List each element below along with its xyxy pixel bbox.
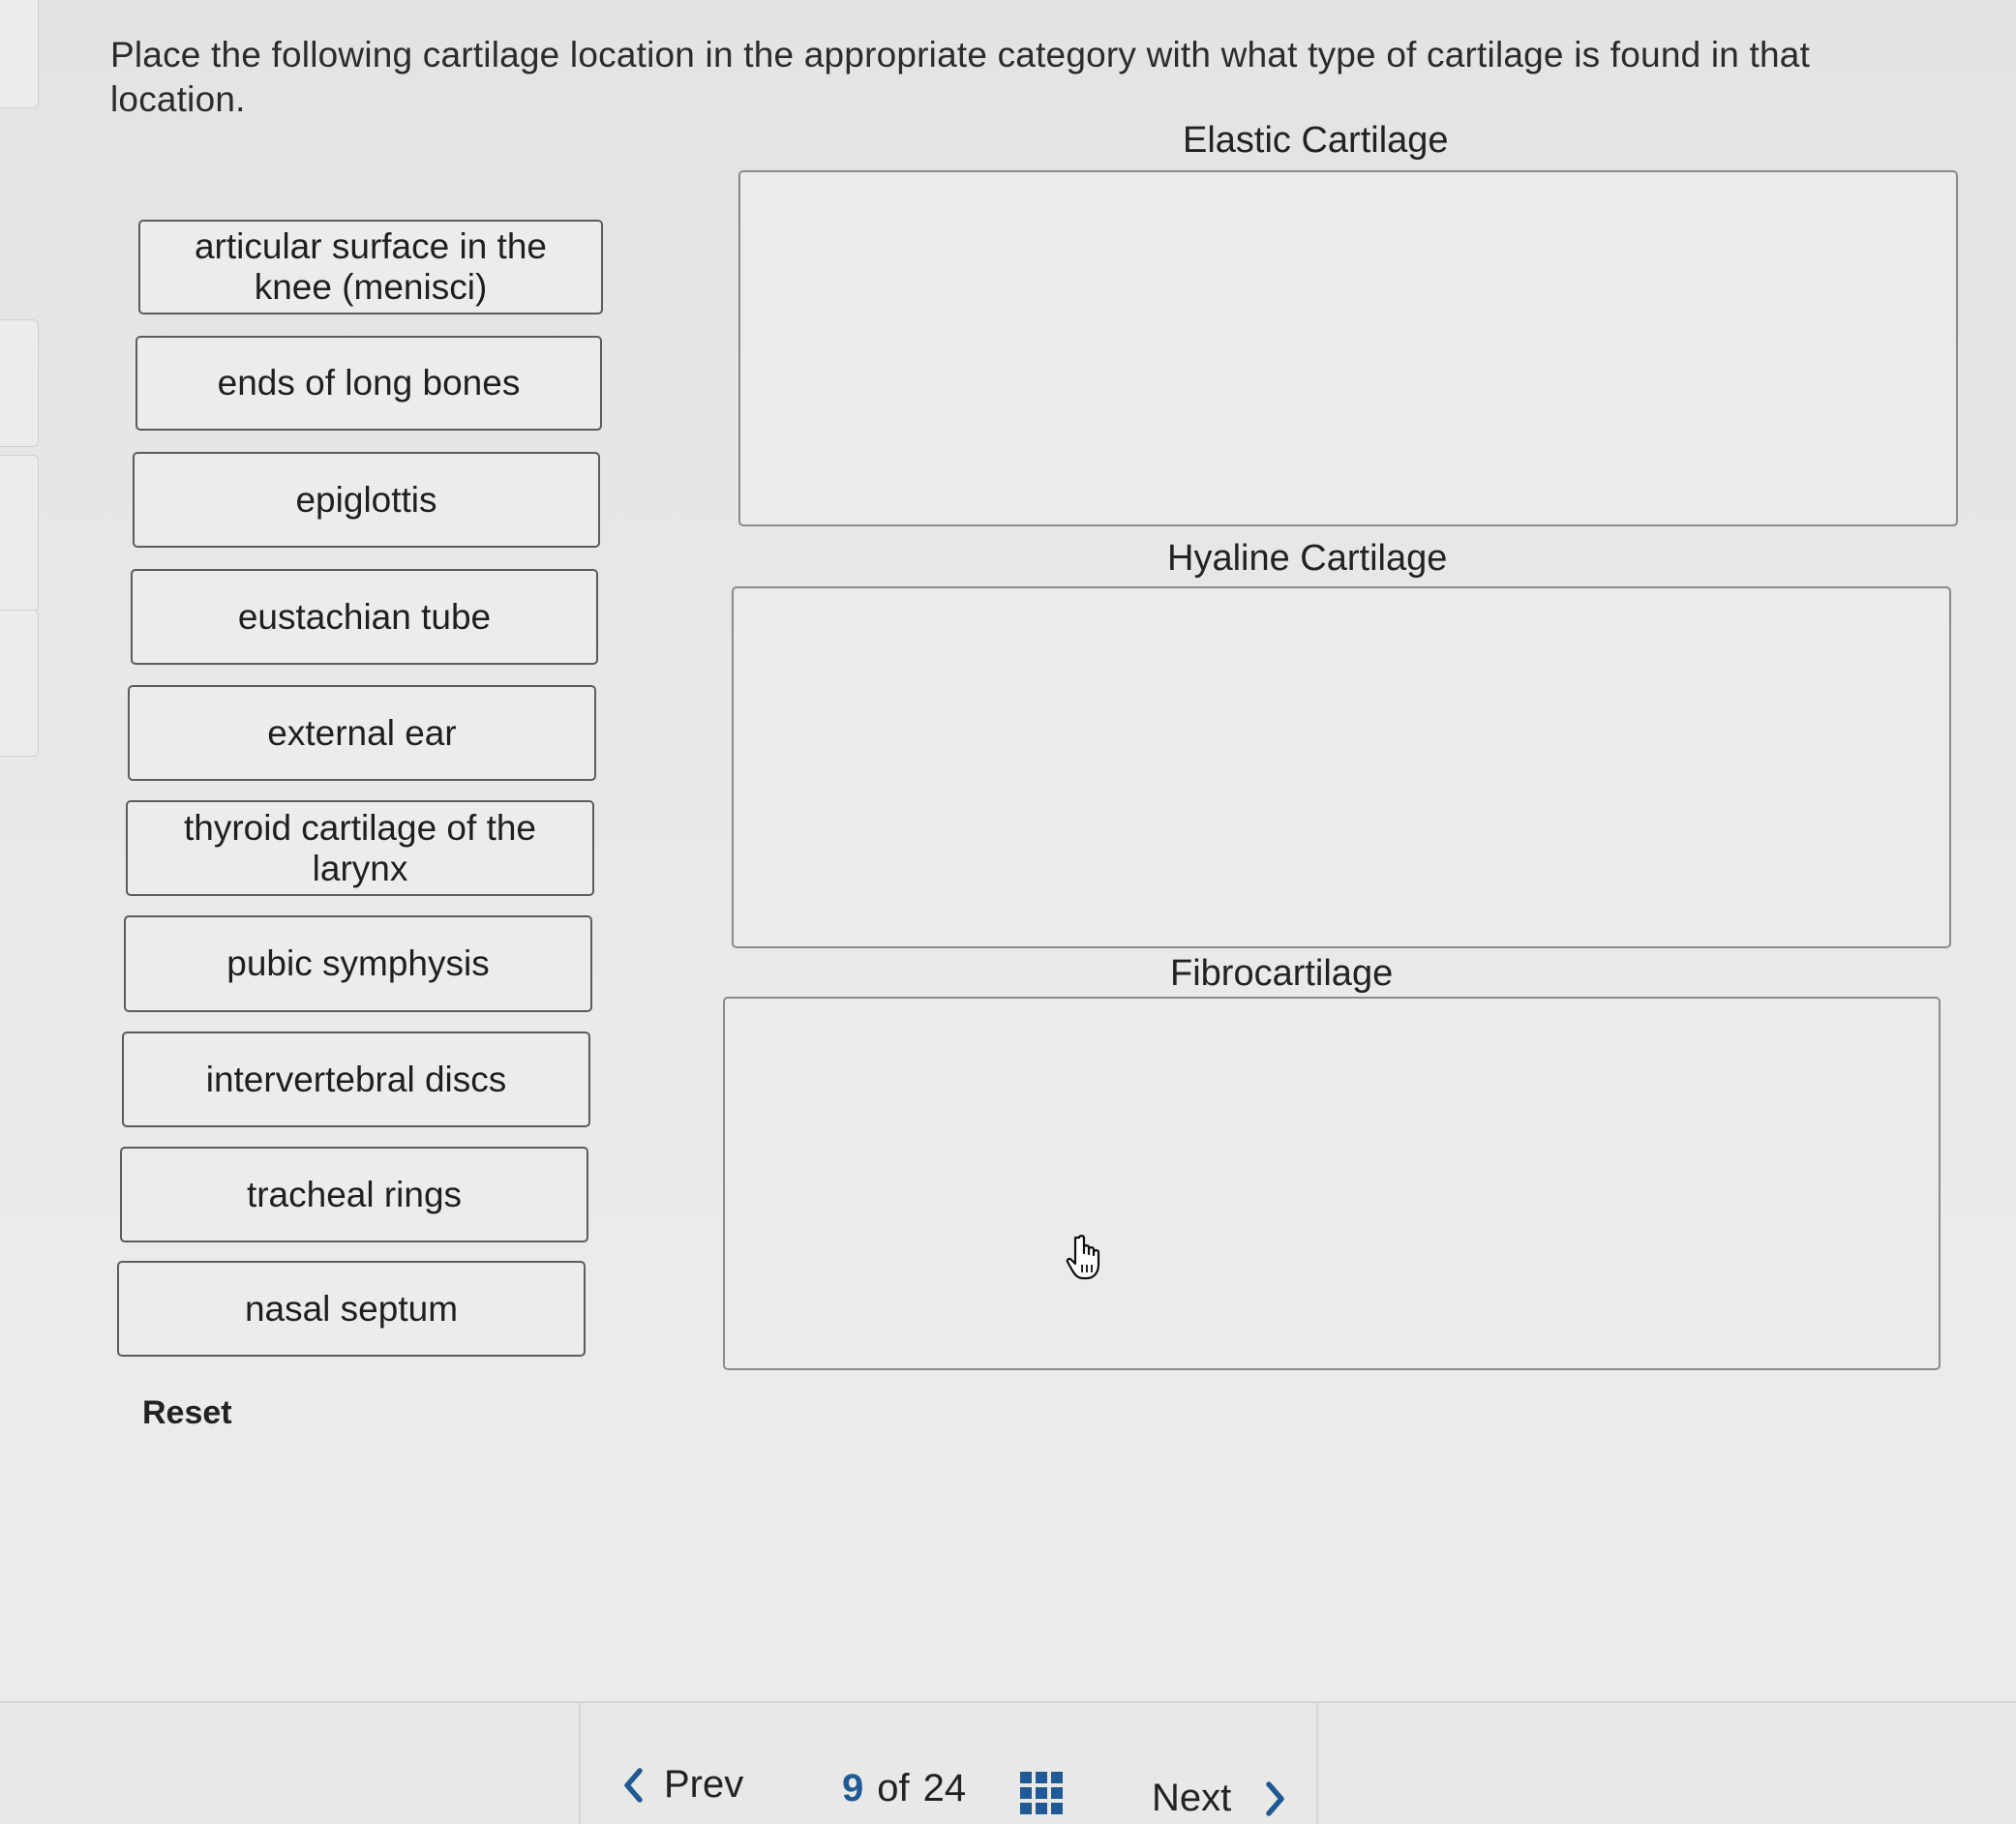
side-tab[interactable] bbox=[0, 610, 39, 757]
side-tab[interactable] bbox=[0, 319, 39, 447]
drag-item-intervertebral-discs[interactable]: intervertebral discs bbox=[122, 1032, 590, 1127]
drag-item-eustachian-tube[interactable]: eustachian tube bbox=[131, 569, 598, 665]
total-pages: 24 bbox=[922, 1767, 967, 1809]
drop-zone-elastic[interactable] bbox=[738, 170, 1958, 526]
question-instructions: Place the following cartilage location in the appropriate category with what type of cartilage is found in that location. bbox=[110, 35, 1811, 119]
drag-item-pubic-symphysis[interactable]: pubic symphysis bbox=[124, 915, 592, 1012]
next-label: Next bbox=[1152, 1777, 1232, 1819]
category-title-fibrocartilage: Fibrocartilage bbox=[1170, 953, 1394, 994]
drag-item-ends-of-long-bones[interactable]: ends of long bones bbox=[135, 336, 602, 431]
prev-button[interactable] bbox=[621, 1763, 743, 1807]
chevron-right-icon bbox=[1264, 1780, 1287, 1817]
page-indicator bbox=[842, 1767, 966, 1810]
drop-zone-hyaline[interactable] bbox=[732, 586, 1951, 948]
hand-cursor-icon bbox=[1066, 1234, 1108, 1282]
drag-item-thyroid-cartilage[interactable]: thyroid cartilage of the larynx bbox=[126, 800, 594, 896]
footer-nav-bar bbox=[0, 1701, 2016, 1824]
drag-item-tracheal-rings[interactable]: tracheal rings bbox=[120, 1147, 588, 1242]
drag-item-nasal-septum[interactable]: nasal septum bbox=[117, 1261, 586, 1357]
of-label: of bbox=[877, 1767, 910, 1809]
category-title-hyaline: Hyaline Cartilage bbox=[1167, 538, 1448, 579]
prev-label: Prev bbox=[664, 1763, 744, 1806]
reset-button[interactable]: Reset bbox=[142, 1394, 232, 1431]
chevron-left-icon bbox=[621, 1767, 645, 1804]
drag-item-menisci[interactable]: articular surface in the knee (menisci) bbox=[138, 220, 603, 314]
grid-icon[interactable] bbox=[1019, 1771, 1064, 1815]
current-page-number: 9 bbox=[842, 1767, 864, 1809]
side-tab[interactable] bbox=[0, 0, 39, 108]
category-title-elastic: Elastic Cartilage bbox=[1183, 120, 1449, 161]
drop-zone-fibrocartilage[interactable] bbox=[723, 997, 1941, 1370]
next-button[interactable] bbox=[1152, 1777, 1287, 1820]
drag-item-epiglottis[interactable]: epiglottis bbox=[133, 452, 600, 548]
side-tab[interactable] bbox=[0, 455, 39, 612]
drag-item-external-ear[interactable]: external ear bbox=[128, 685, 596, 781]
